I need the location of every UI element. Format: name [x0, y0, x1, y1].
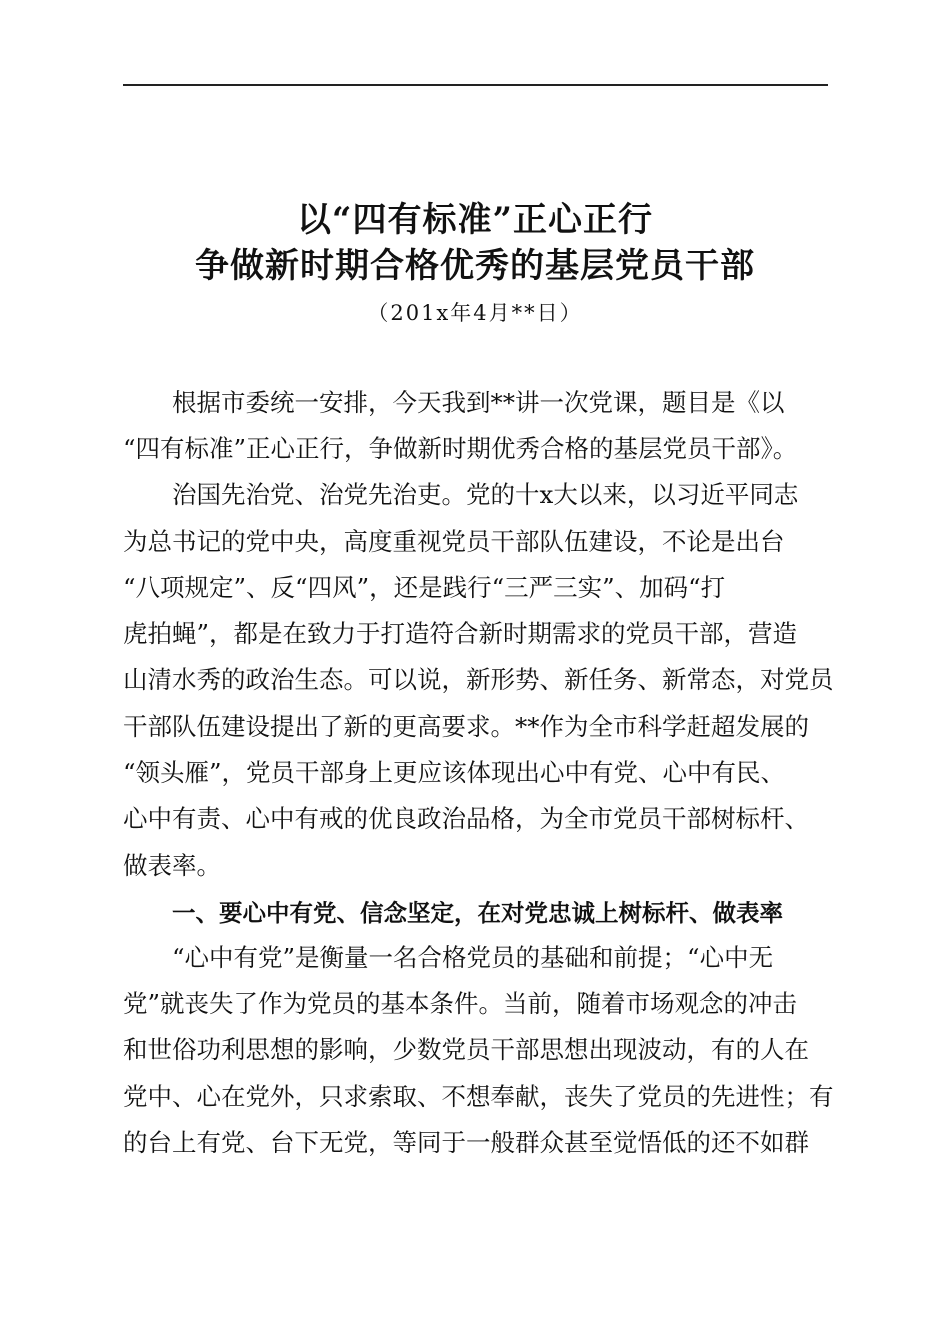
paragraph-line: 干部队伍建设提出了新的更高要求。**作为全市科学赶超发展的 — [123, 712, 809, 741]
paragraph-line: “领头雁”，党员干部身上更应该体现出心中有党、心中有民、 — [123, 758, 786, 787]
paragraph-line: 为总书记的党中央，高度重视党员干部队伍建设，不论是出台 — [123, 527, 785, 556]
paragraph-line: “八项规定”、反“四风”，还是践行“三严三实”、加码“打 — [123, 573, 726, 602]
document-title-line-1: 以“四有标准”正心正行 — [296, 200, 654, 240]
paragraph-line: 党中、心在党外，只求索取、不想奉献，丧失了党员的先进性；有 — [123, 1082, 834, 1111]
paragraph-line: 的台上有党、台下无党，等同于一般群众甚至觉悟低的还不如群 — [123, 1128, 809, 1157]
header-rule — [123, 84, 828, 86]
document-date: （201x年4月**日） — [367, 301, 583, 325]
paragraph-line: “四有标准”正心正行，争做新时期优秀合格的基层党员干部》。 — [123, 434, 798, 463]
section-heading: 一、要心中有党、信念坚定，在对党忠诚上树标杆、做表率 — [172, 899, 783, 927]
paragraph-line: 党”就丧失了作为党员的基本条件。当前，随着市场观念的冲击 — [123, 989, 798, 1018]
document-title-line-2: 争做新时期合格优秀的基层党员干部 — [195, 246, 755, 286]
paragraph-line: 治国先治党、治党先治吏。党的十x大以来，以习近平同志 — [172, 480, 799, 509]
paragraph-line: 做表率。 — [123, 851, 221, 880]
paragraph-line: 山清水秀的政治生态。可以说，新形势、新任务、新常态，对党员 — [123, 665, 834, 694]
paragraph-line: 根据市委统一安排，今天我到**讲一次党课，题目是《以 — [172, 388, 785, 417]
paragraph-line: 心中有责、心中有戒的优良政治品格，为全市党员干部树标杆、 — [123, 804, 809, 833]
paragraph-line: “心中有党”是衡量一名合格党员的基础和前提；“心中无 — [172, 943, 774, 972]
paragraph-line: 和世俗功利思想的影响，少数党员干部思想出现波动，有的人在 — [123, 1035, 809, 1064]
paragraph-line: 虎拍蝇”，都是在致力于打造符合新时期需求的党员干部，营造 — [123, 619, 798, 648]
